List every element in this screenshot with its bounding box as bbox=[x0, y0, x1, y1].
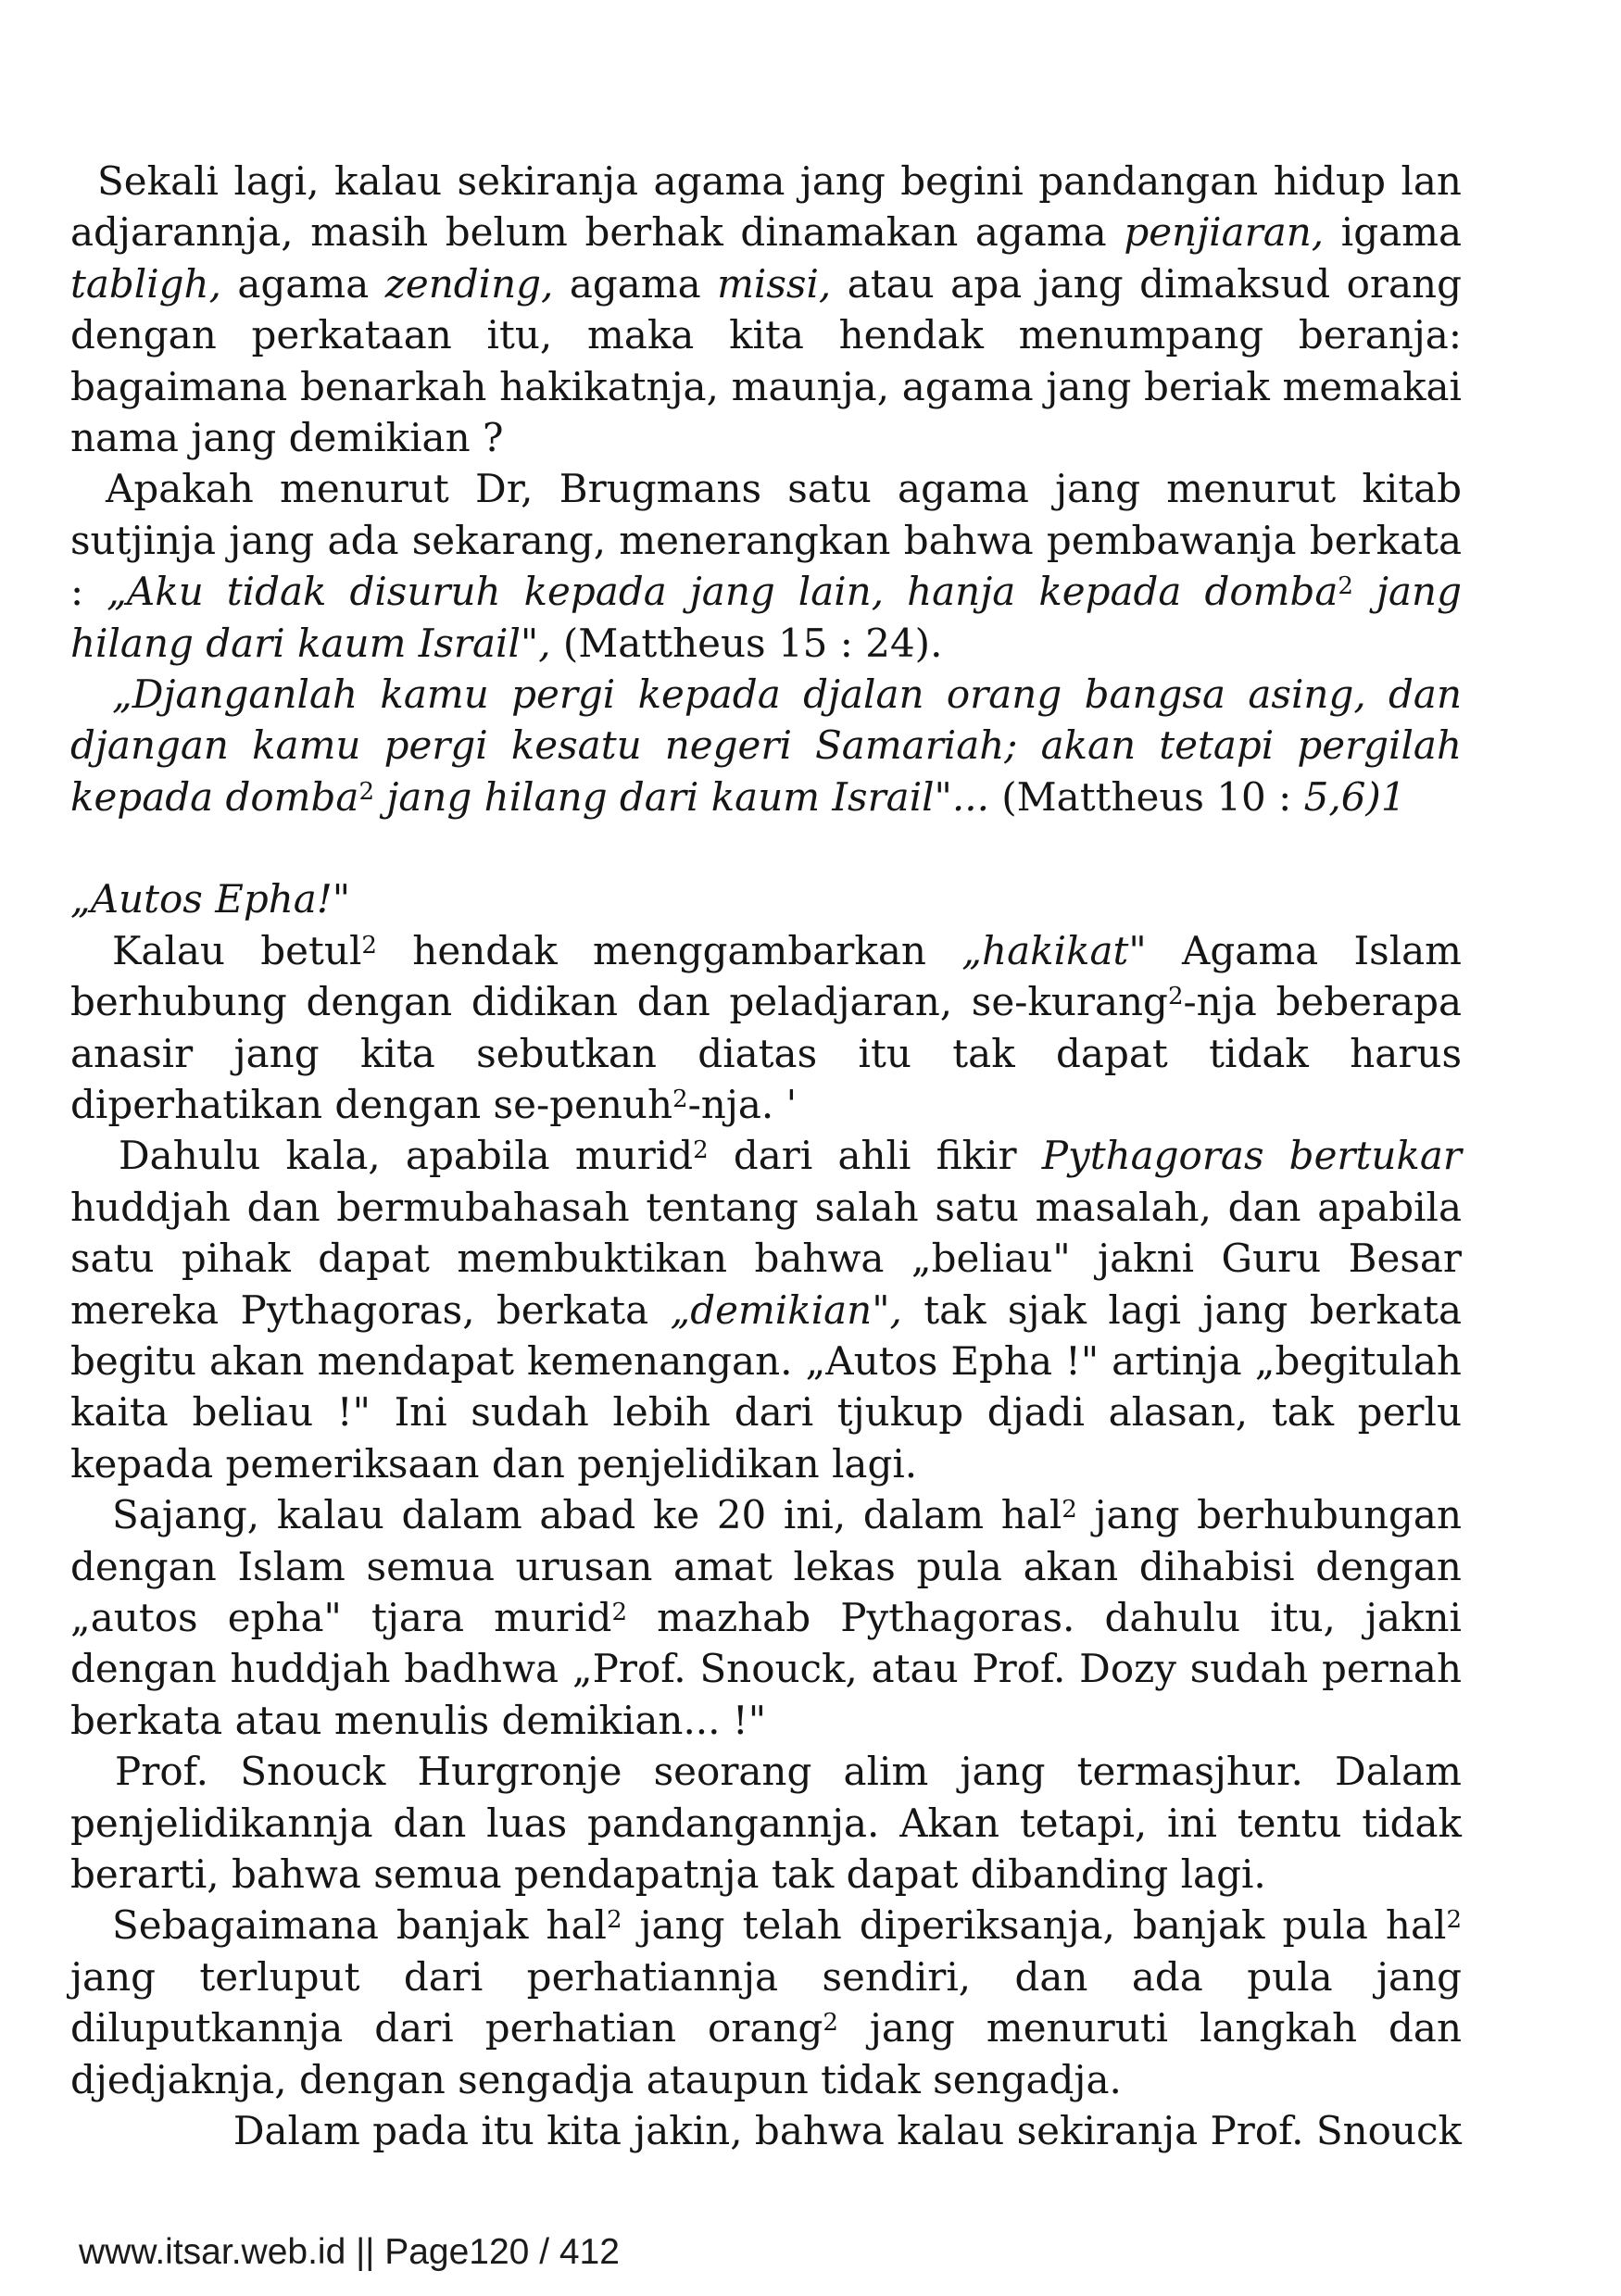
quote: jang hilang dari kaum Israil"... bbox=[373, 773, 989, 820]
text: igama bbox=[1324, 209, 1462, 256]
paragraph-1 bbox=[70, 156, 1462, 463]
page-footer bbox=[79, 2232, 620, 2273]
superscript: 2 bbox=[823, 2009, 838, 2038]
text: Kalau betul bbox=[112, 927, 362, 973]
text: -nja beberapa anasir jang kita sebutkan diatas itu tak dapat tidak harus diperhatikan dengan se-penuh bbox=[70, 979, 1462, 1127]
paragraph-7 bbox=[70, 1746, 1462, 1900]
paragraph-4 bbox=[70, 925, 1462, 1131]
text: Sebagaimana banjak hal bbox=[112, 1902, 607, 1949]
text: Sajang, kalau dalam abad ke 20 ini, dalam hal bbox=[112, 1492, 1062, 1538]
citation-verse: 5,6)1 bbox=[1303, 773, 1406, 820]
italic-term: tabligh, bbox=[70, 260, 221, 307]
citation: (Mattheus 10 : bbox=[988, 773, 1304, 820]
text: Prof. Snouck Hurgronje seorang alim jang termasjhur. Dalam penjelidikannja dan luas pandangannja. Akan tetapi, ini tentu tidak berarti, bahwa semua pendapatnja tak dapat dibanding lagi. bbox=[70, 1749, 1462, 1897]
quote: jang hilang dari kaum Israil", bbox=[70, 569, 1462, 666]
italic-term: „demikian", bbox=[670, 1286, 902, 1333]
italic-term: penjiaran, bbox=[1124, 209, 1325, 256]
paragraph-6 bbox=[70, 1489, 1462, 1746]
superscript: 2 bbox=[672, 1085, 688, 1113]
citation: (Mattheus 15 : 24). bbox=[550, 620, 943, 666]
text: jang berhubungan dengan Islam semua urusan amat lekas pula akan dihabisi dengan „autos epha" tjara murid bbox=[70, 1492, 1462, 1640]
text: jang terluput dari perhatiannja sendiri, dan ada pula jang diluputkannja dari perhatian orang bbox=[70, 1953, 1462, 2051]
text: agama bbox=[220, 260, 385, 307]
document-body bbox=[70, 156, 1462, 2156]
text: Sekali lagi, kalau sekiranja agama jang begini pandangan hidup lan adjarannja, masih belum berhak dinamakan agama bbox=[70, 158, 1462, 256]
superscript: 2 bbox=[1338, 572, 1353, 601]
italic-term: missi, bbox=[717, 260, 832, 307]
superscript: 2 bbox=[361, 931, 377, 960]
italic-term: „hakikat" bbox=[961, 927, 1147, 973]
text: mazhab Pythagoras. dahulu itu, jakni dengan huddjah badhwa „Prof. Snouck, atau Prof. Dozy sudah pernah berkata atau menulis demikian... !" bbox=[70, 1594, 1462, 1743]
italic-term: Pythagoras bertukar bbox=[1041, 1133, 1462, 1179]
text: agama bbox=[553, 260, 718, 307]
text: jang telah diperiksanja, banjak pula hal bbox=[622, 1902, 1447, 1949]
continuation-line bbox=[70, 2105, 1462, 2156]
text: Agama Islam berhubung dengan didikan dan peladjaran, se-kurang bbox=[70, 927, 1462, 1025]
text: atau apa jang dimaksud orang dengan perkataan itu, maka kita hendak menumpang beranja: bagaimana benarkah hakikatnja, maunja, agama jang beriak memakai nama jang demikian ? bbox=[70, 260, 1462, 461]
text: hendak menggambarkan bbox=[376, 927, 962, 973]
spacer bbox=[70, 822, 1462, 873]
text: dari ahli fikir bbox=[708, 1133, 1042, 1179]
quote: „Aku tidak disuruh kepada jang lain, hanja kepada domba bbox=[107, 569, 1338, 615]
text: huddjah dan bermubahasah tentang salah satu masalah, dan apabila satu pihak dapat membuktikan bahwa „beliau" jakni Guru Besar mereka Pythagoras, berkata bbox=[70, 1184, 1462, 1333]
superscript: 2 bbox=[1062, 1496, 1077, 1524]
superscript: 2 bbox=[1446, 1906, 1462, 1935]
quote: „Djanganlah kamu pergi kepada djalan orang bangsa asing, dan djangan kamu pergi kesatu negeri Samariah; akan tetapi pergilah kepada domba bbox=[70, 671, 1462, 820]
text: Dahulu kala, apabila murid bbox=[119, 1133, 694, 1179]
superscript: 2 bbox=[1167, 983, 1184, 1011]
superscript: 2 bbox=[606, 1906, 622, 1935]
italic-term: zending, bbox=[384, 260, 554, 307]
superscript: 2 bbox=[611, 1598, 627, 1626]
section-heading bbox=[70, 873, 1462, 924]
paragraph-3 bbox=[70, 669, 1462, 822]
heading-text: „Autos Epha!" bbox=[70, 876, 351, 922]
paragraph-2 bbox=[70, 463, 1462, 669]
text: Apakah menurut Dr, Brugmans satu agama jang menurut kitab sutjinja jang ada sekarang, menerangkan bahwa pembawanja berkata : bbox=[70, 466, 1462, 615]
text: jang menuruti langkah dan djedjaknja, dengan sengadja ataupun tidak sengadja. bbox=[70, 2005, 1463, 2102]
superscript: 2 bbox=[358, 777, 374, 806]
paragraph-8 bbox=[70, 1900, 1462, 2105]
footer-text: www.itsar.web.id || Page120 / 412 bbox=[79, 2232, 620, 2272]
paragraph-5 bbox=[70, 1130, 1462, 1489]
superscript: 2 bbox=[693, 1136, 709, 1165]
text: -nja. ' bbox=[687, 1081, 798, 1127]
text: Dalam pada itu kita jakin, bahwa kalau sekiranja Prof. Snouck bbox=[232, 2108, 1462, 2154]
text: tak sjak lagi jang berkata begitu akan mendapat kemenangan. „Autos Epha !" artinja „begitulah kaita beliau !" Ini sudah lebih dari tjukup djadi alasan, tak perlu kepada pemeriksaan dan penjelidikan lagi. bbox=[70, 1286, 1463, 1487]
